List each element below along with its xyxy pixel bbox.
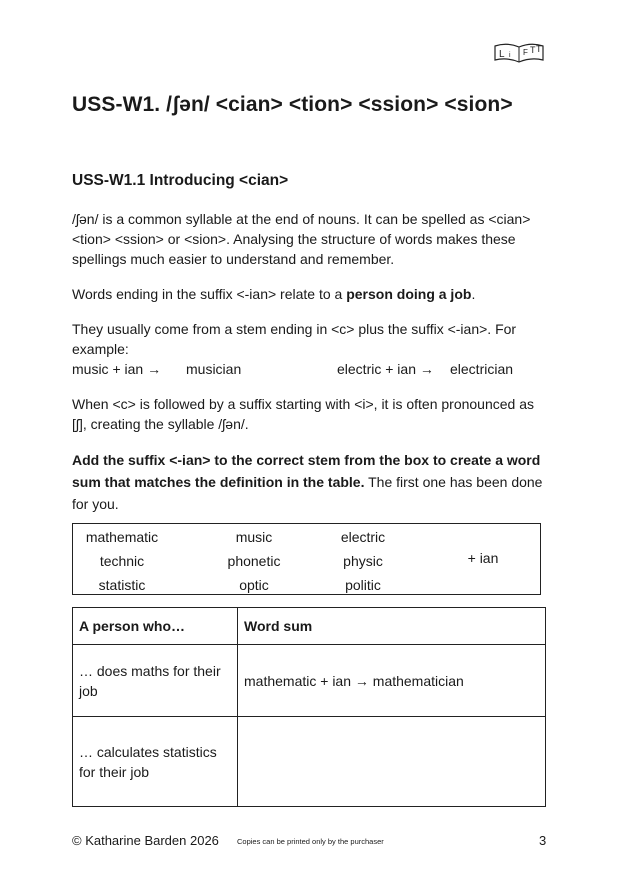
word-box-item: statistic	[98, 577, 146, 593]
example-electric: electric + ian →	[337, 361, 434, 377]
word-box-item: electric	[340, 529, 386, 545]
svg-text:L: L	[499, 49, 505, 60]
word-sum-table	[72, 607, 546, 807]
svg-text:T: T	[536, 44, 542, 54]
word-sum-answer-cell[interactable]	[238, 717, 546, 807]
table-header-row	[73, 608, 546, 645]
example-musician: musician	[186, 361, 242, 377]
definition-cell: … calculates statistics for their job	[73, 717, 238, 807]
person-doing-job-emphasis: person doing a job	[346, 286, 472, 302]
pronunciation-paragraph: When <c> is followed by a suffix starting with <i>, it is often pronounced as [ʃ], creating the syllable /ʃən/.	[72, 396, 534, 432]
section-title: USS-W1.1 Introducing <cian>	[72, 172, 289, 189]
definition-cell: … does maths for their job	[73, 645, 238, 717]
word-box-item: politic	[345, 577, 381, 593]
word-box-item: physic	[343, 553, 383, 569]
word-box-item: music	[235, 529, 273, 545]
example-music: music + ian →	[72, 361, 162, 377]
arrow-icon: →	[419, 361, 434, 377]
arrow-icon: →	[147, 361, 162, 377]
table-row	[73, 717, 546, 807]
word-box	[72, 523, 541, 595]
svg-text:F: F	[523, 48, 528, 57]
copy-notice: Copies can be printed only by the purchaser	[237, 837, 384, 846]
suffix-paragraph: Words ending in the suffix <-ian> relate to a person doing a job.	[72, 286, 476, 302]
intro-paragraph: /ʃən/ is a common syllable at the end of nouns. It can be spelled as <cian> <tion> <ssion> or <sion>. Analysing the structure of words makes these spellings much easier to understand and remember.	[72, 211, 531, 267]
word-box-item: optic	[239, 577, 269, 593]
column-header: A person who…	[73, 608, 238, 645]
column-header: Word sum	[238, 608, 546, 645]
page-number: 3	[539, 833, 547, 848]
word-box-item: technic	[99, 553, 145, 569]
word-box-item: phonetic	[227, 553, 281, 569]
word-box-item: mathematic	[85, 529, 159, 545]
word-sum-cell: mathematic + ian → mathematician	[238, 645, 546, 717]
instruction-paragraph: Add the suffix <-ian> to the correct stem from the box to create a word sum that matches the definition in the table. The first one has been done for you.	[72, 452, 543, 512]
lift-logo	[493, 40, 545, 64]
page-title: USS-W1. /ʃən/ <cian> <tion> <ssion> <sion>	[72, 93, 513, 116]
suffix-label: + ian	[467, 550, 499, 566]
copyright: © Katharine Barden 2026	[72, 833, 219, 848]
example-electrician: electrician	[450, 361, 514, 377]
svg-text:T: T	[530, 45, 536, 55]
table-row	[73, 645, 546, 717]
svg-text:i: i	[509, 52, 511, 59]
stem-paragraph: They usually come from a stem ending in <c> plus the suffix <-ian>. For example:	[72, 321, 517, 357]
